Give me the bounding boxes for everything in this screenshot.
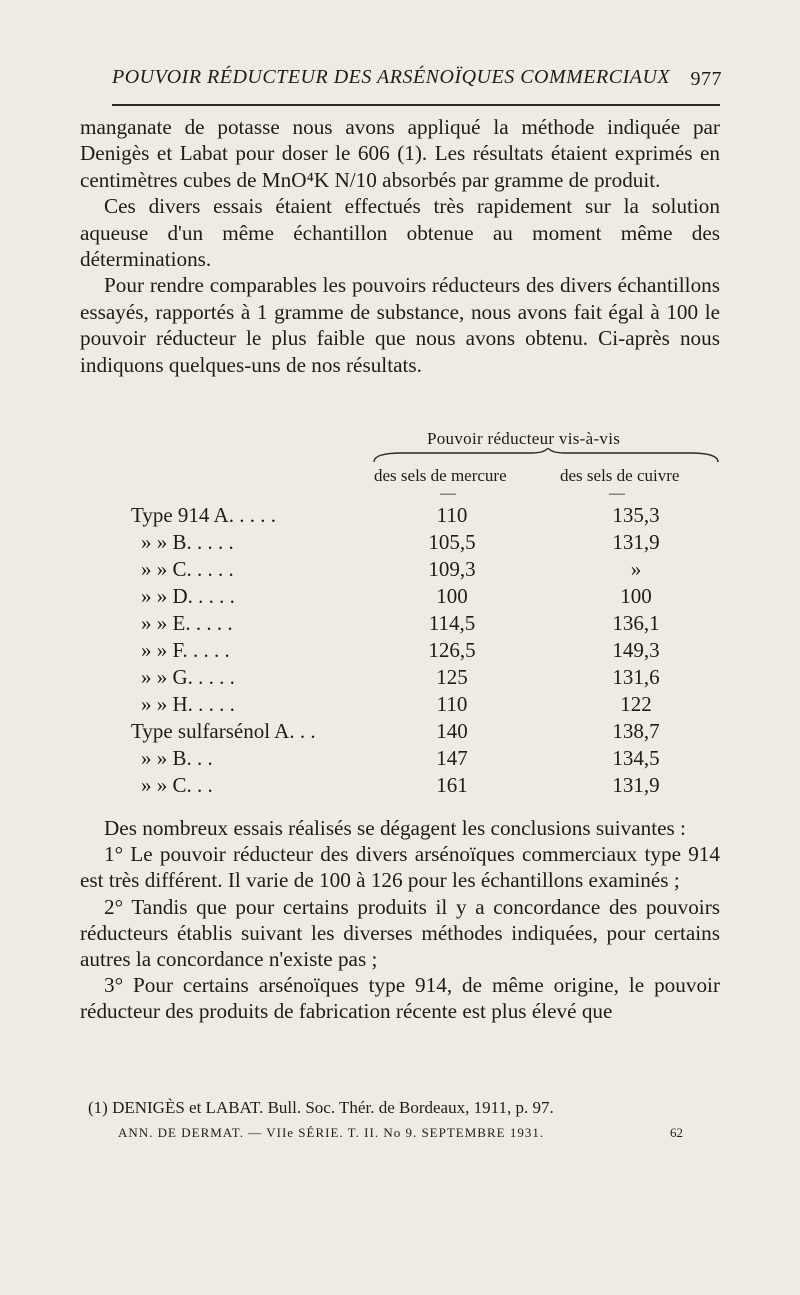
table-caption: Pouvoir réducteur vis-à-vis bbox=[427, 429, 621, 448]
value-cuivre: 131,9 bbox=[612, 530, 660, 554]
table-row bbox=[0, 584, 800, 610]
value-cuivre: 134,5 bbox=[612, 746, 660, 770]
value-mercure: 110 bbox=[436, 503, 468, 527]
table-row bbox=[0, 692, 800, 718]
value-mercure: 125 bbox=[436, 665, 468, 689]
value-cuivre: 136,1 bbox=[612, 611, 660, 635]
row-label: » » C. . . bbox=[141, 773, 213, 797]
column-dash: — bbox=[440, 485, 456, 502]
running-title: POUVOIR RÉDUCTEUR DES ARSÉNOÏQUES COMMERCIAUX bbox=[112, 66, 671, 88]
value-mercure: 161 bbox=[436, 773, 468, 797]
table-row bbox=[0, 719, 800, 745]
column-header-cuivre: des sels de cuivre bbox=[560, 466, 680, 485]
value-mercure: 110 bbox=[436, 692, 468, 716]
value-mercure: 105,5 bbox=[428, 530, 476, 554]
row-label: Type sulfarsénol A. . . bbox=[131, 719, 316, 743]
table-row bbox=[0, 530, 800, 556]
signature-mark: 62 bbox=[670, 1125, 683, 1140]
table-brace bbox=[372, 448, 722, 464]
column-dash: — bbox=[609, 485, 625, 502]
row-label: » » B. . . . . bbox=[141, 530, 234, 554]
table-row bbox=[0, 557, 800, 583]
value-cuivre: 135,3 bbox=[612, 503, 660, 527]
row-label: » » C. . . . . bbox=[141, 557, 234, 581]
table-row bbox=[0, 746, 800, 772]
body-text bbox=[80, 114, 720, 378]
value-mercure: 109,3 bbox=[428, 557, 476, 581]
running-header bbox=[112, 66, 722, 89]
row-label: » » G. . . . . bbox=[141, 665, 235, 689]
paragraph: 1° Le pouvoir réducteur des divers arsénoïques commerciaux type 914 est très différent. Il varie de 100 à 126 pour les échantillons examinés ; bbox=[80, 842, 720, 893]
value-mercure: 114,5 bbox=[428, 611, 476, 635]
paragraph: 2° Tandis que pour certains produits il y a concordance des pouvoirs réducteurs établis suivant les diverses méthodes indiquées, pour certains autres la concordance n'existe pas ; bbox=[80, 894, 720, 972]
table-row bbox=[0, 503, 800, 529]
value-cuivre: 131,6 bbox=[612, 665, 660, 689]
table-row bbox=[0, 665, 800, 691]
table-row bbox=[0, 638, 800, 664]
paragraph: Pour rendre comparables les pouvoirs réducteurs des divers échantillons essayés, rapportés à 1 gramme de substance, nous avons fait égal à 100 le pouvoir réducteur le plus faible que nous avons obtenu. Ci-après nous indiquons quelques-uns de nos résultats. bbox=[80, 273, 720, 377]
journal-line bbox=[118, 1125, 683, 1141]
row-label: » » E. . . . . bbox=[141, 611, 233, 635]
paragraph: 3° Pour certains arsénoïques type 914, de même origine, le pouvoir réducteur des produits de fabrication récente est plus élevé que bbox=[80, 973, 720, 1024]
paragraph: Ces divers essais étaient effectués très rapidement sur la solution aqueuse d'un même échantillon obtenue au moment même des déterminations. bbox=[80, 194, 720, 272]
conclusions-text bbox=[80, 815, 720, 1025]
paragraph: manganate de potasse nous avons appliqué la méthode indiquée par Denigès et Labat pour doser le 606 (1). Les résultats étaient exprimés en centimètres cubes de MnO⁴K N/10 absorbés par gramme de produit. bbox=[80, 115, 720, 192]
footnote: (1) DENIGÈS et LABAT. Bull. Soc. Thér. de Bordeaux, 1911, p. 97. bbox=[88, 1098, 554, 1117]
row-label: » » H. . . . . bbox=[141, 692, 235, 716]
value-cuivre: 149,3 bbox=[612, 638, 660, 662]
row-label: » » D. . . . . bbox=[141, 584, 235, 608]
value-mercure: 126,5 bbox=[428, 638, 476, 662]
header-rule bbox=[112, 104, 720, 106]
table-row bbox=[0, 773, 800, 799]
value-mercure: 100 bbox=[436, 584, 468, 608]
value-cuivre: 100 bbox=[620, 584, 652, 608]
row-label: » » B. . . bbox=[141, 746, 213, 770]
paragraph: Des nombreux essais réalisés se dégagent les conclusions suivantes : bbox=[104, 816, 686, 840]
value-cuivre: » bbox=[630, 557, 642, 581]
value-mercure: 140 bbox=[436, 719, 468, 743]
value-cuivre: 138,7 bbox=[612, 719, 660, 743]
table-row bbox=[0, 611, 800, 637]
row-label: Type 914 A. . . . . bbox=[131, 503, 276, 527]
value-cuivre: 131,9 bbox=[612, 773, 660, 797]
page-number: 977 bbox=[690, 68, 722, 90]
value-mercure: 147 bbox=[436, 746, 468, 770]
value-cuivre: 122 bbox=[620, 692, 652, 716]
column-header-mercure: des sels de mercure bbox=[374, 466, 507, 485]
journal-reference: ANN. DE DERMAT. — VIIe SÉRIE. T. II. No 9. SEPTEMBRE 1931. bbox=[118, 1125, 545, 1140]
row-label: » » F. . . . . bbox=[141, 638, 230, 662]
